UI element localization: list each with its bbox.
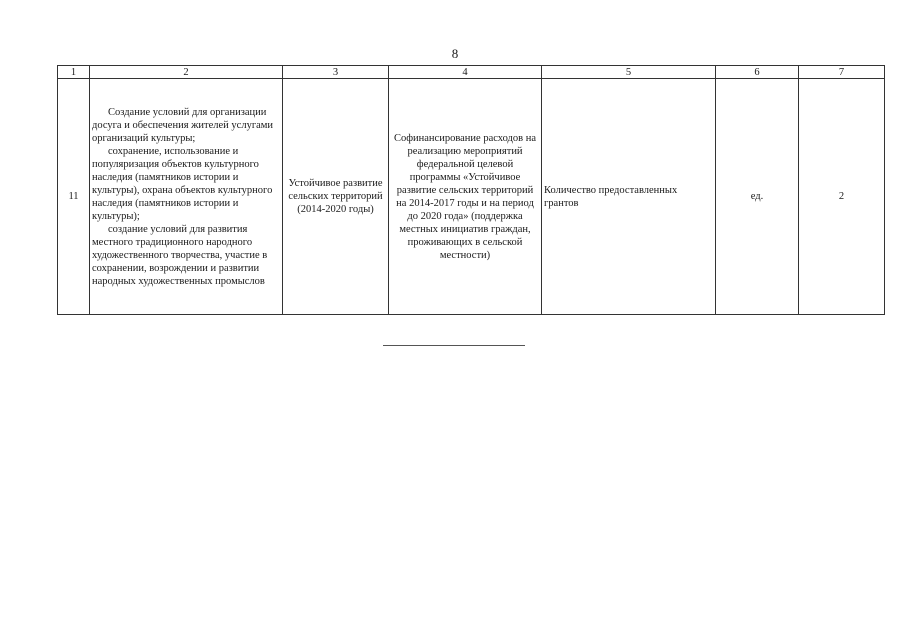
header-col-3: 3 — [283, 66, 389, 79]
header-row — [58, 66, 885, 79]
row-unit: ед. — [716, 79, 799, 315]
row-tasks — [90, 79, 283, 315]
page-number: 8 — [451, 46, 459, 61]
header-col-2: 2 — [90, 66, 283, 79]
row-program: Устойчивое развитие сельских территорий (2014-2020 годы) — [283, 79, 389, 315]
row-event: Софинансирование расходов на реализацию мероприятий федеральной целевой программы «Устойчивое развитие сельских территорий на 2014-2017 годы и на период до 2020 года» (поддержка местных инициатив граждан, проживающих в сельской местности) — [389, 79, 542, 315]
task-paragraph-2: сохранение, использование и популяризация объектов культурного наследия (памятников истории и культуры), охрана объектов культурного наследия (памятников истории и культуры); — [92, 145, 273, 222]
task-paragraph-1: Создание условий для организации досуга и обеспечения жителей услугами организаций культуры; — [92, 106, 274, 144]
row-number: 11 — [58, 79, 90, 315]
program-table — [57, 65, 885, 315]
end-divider — [383, 345, 525, 346]
row-indicator: Количество предоставленных грантов — [542, 79, 716, 315]
header-col-4: 4 — [389, 66, 542, 79]
header-col-5: 5 — [542, 66, 716, 79]
header-col-7: 7 — [799, 66, 885, 79]
row-value: 2 — [799, 79, 885, 315]
table-row — [58, 79, 885, 315]
header-col-6: 6 — [716, 66, 799, 79]
header-col-1: 1 — [58, 66, 90, 79]
task-paragraph-3: создание условий для развития местного традиционного народного художественного творчества, участие в сохранении, возрождении и развитии народных художественных промыслов — [92, 223, 268, 287]
